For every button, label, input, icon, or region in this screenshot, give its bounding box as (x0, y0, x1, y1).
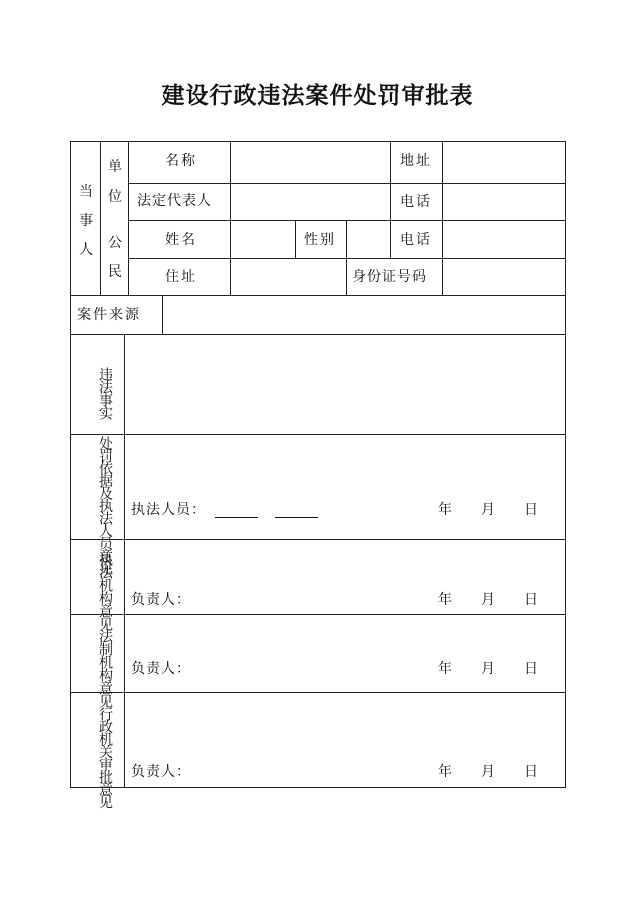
officer-signature-line-1[interactable] (215, 517, 258, 518)
line-enforcement-end (70, 614, 566, 615)
line-unit-value-col (390, 141, 391, 220)
line-source-col (162, 295, 163, 334)
enforcement-month-label: 月 (481, 592, 497, 608)
citizen-address-label: 住址 (165, 269, 197, 285)
admin-month-label: 月 (481, 764, 497, 780)
legal-year-label: 年 (438, 661, 454, 677)
legal-rep-label: 法定代表人 (137, 193, 212, 209)
case-source-label: 案件来源 (77, 307, 141, 323)
enforcement-day-label: 日 (524, 592, 540, 608)
party-label: 当事人 (79, 184, 93, 258)
unit-phone-label: 电话 (400, 194, 432, 210)
violation-facts-label: 违法事实 (97, 367, 113, 419)
enforcement-responsible-label: 负责人： (131, 592, 191, 608)
line-party-end (70, 295, 566, 296)
line-label-col (230, 141, 231, 295)
legal-responsible-label: 负责人： (131, 661, 191, 677)
id-number-label: 身份证号码 (352, 269, 427, 285)
admin-year-label: 年 (438, 764, 454, 780)
enforcement-year-label: 年 (438, 592, 454, 608)
line-citizen-mid (128, 258, 566, 259)
officers-label: 执法人员： (131, 502, 206, 518)
line-opinion-label-col (124, 334, 125, 788)
admin-day-label: 日 (524, 764, 540, 780)
line-unit-mid (128, 183, 566, 184)
form-title: 建设行政违法案件处罚审批表 (161, 82, 474, 109)
line-basis-end (70, 539, 566, 540)
unit-label: 单位 (108, 159, 122, 205)
citizen-label: 公民 (108, 235, 122, 280)
line-subparty-col (128, 141, 129, 295)
line-source-end (70, 334, 566, 335)
enforcement-agency-label: 执法机构意见 (97, 552, 113, 630)
admin-agency-label: 行政机关审批意见 (97, 707, 113, 807)
legal-day-label: 日 (524, 661, 540, 677)
line-name-value-col (295, 220, 296, 258)
line-unit-citizen (128, 220, 566, 221)
gender-label: 性别 (304, 232, 336, 248)
officer-signature-line-2[interactable] (275, 517, 318, 518)
line-gender-value-col (390, 220, 391, 258)
basis-year-label: 年 (438, 502, 454, 518)
basis-day-label: 日 (524, 502, 540, 518)
line-facts-end (70, 434, 566, 435)
line-party-col (100, 141, 101, 295)
unit-name-label: 名称 (165, 153, 197, 169)
penalty-basis-label: 处罚依据及执法人员意见 (97, 436, 113, 574)
admin-responsible-label: 负责人： (131, 764, 191, 780)
legal-agency-label: 法制机构意见 (97, 629, 113, 707)
citizen-phone-label: 电话 (400, 232, 432, 248)
basis-month-label: 月 (481, 502, 497, 518)
line-legal-end (70, 692, 566, 693)
unit-address-label: 地址 (400, 153, 432, 169)
line-right-label-col (442, 141, 443, 295)
citizen-name-label: 姓名 (165, 232, 197, 248)
legal-month-label: 月 (481, 661, 497, 677)
line-gender-col (346, 220, 347, 295)
